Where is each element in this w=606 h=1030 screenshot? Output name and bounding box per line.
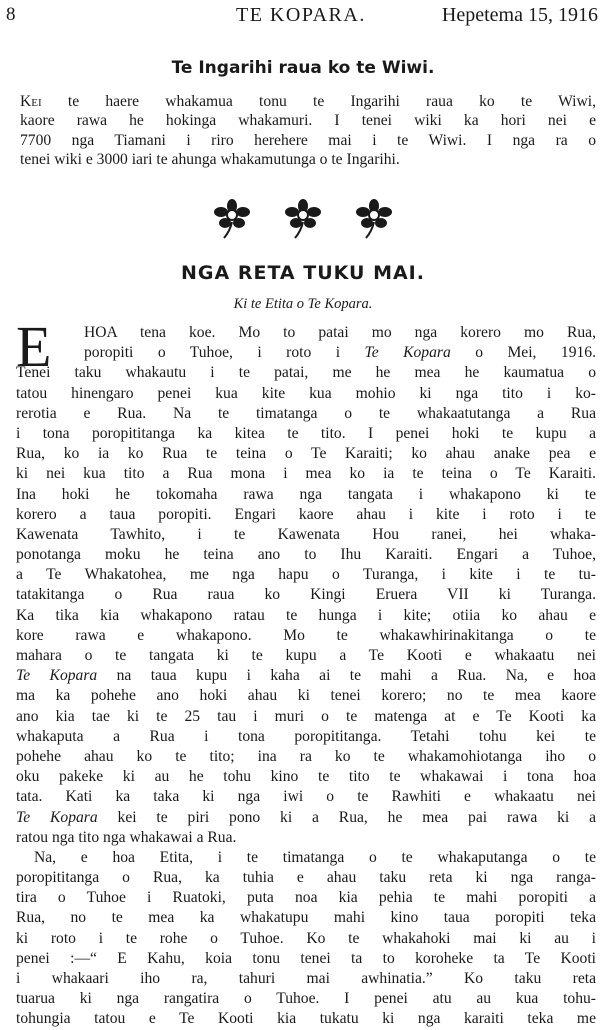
text-line: ki roto i te rohe o Tuhoe. Ko te whakahoki mai ki au i [16,929,596,947]
text-line: ki nei kua tito a Rua mona i mea ko ia te teina o Te Karaiti. [16,465,596,483]
running-head [6,4,598,38]
text-line: tuarua ki nga rangatira o Tuhoe. I penei atu au kua tohu- [16,990,596,1008]
ornament-row [0,198,606,242]
article-2-body [16,314,596,1030]
text-line: tatakitanga o Rua raua ko Kingi Eruera VII ki Turanga. [16,586,596,604]
text-line: Kei te haere whakamua tonu te Ingarihi raua ko te Wiwi, [20,93,596,110]
text-line: kore rawa e whakapono. Mo te whakawhirinakitanga o te [16,626,596,644]
drop-cap: E [16,314,52,379]
text-line: i whakaari iho ra, tahuri mai awhinatia.” Ko taku reta [16,970,596,987]
page-number: 8 [6,4,16,25]
article-subtitle: Ki te Etita o Te Kopara. [233,296,373,312]
text-line: HOA tena koe. Mo to patai mo nga korero mo Rua, [84,324,596,341]
text-line: penei :—“ E Kahu, koia tonu tenei ta to koroheke ta Te Kooti [16,949,596,967]
article-heading-2: NGA RETA TUKU MAI. [181,262,425,284]
text-line: poropiti o Tuhoe, i roto i Te Kopara o Mei, 1916. [84,344,596,362]
text-line: whakaputa a Rua i tona poropititanga. Tetahi tohu kei te [16,727,596,745]
text-line: tatou hinengaro penei kua kite kua mohio ki nga tito i ko- [16,384,596,402]
flower-ornament-icon [283,198,323,240]
text-line: ponotanga moku he teina ano to Ihu Karaiti. Engari a Tuhoe, [16,546,596,564]
lead-word: Kei [20,93,42,110]
text-line: Rua, no te mea ka whakatupu mahi kino taua poropiti teka [16,909,596,927]
text-line: ratou nga tito nga whakawai a Rua. [16,828,237,846]
text-line: tira o Tuhoe i Ruatoki, puta noa kia pehia te mahi poropiti a [16,889,596,907]
text-line: pohehe ahau ko te tito; ina ra ko te whakamohiotanga iho o [16,747,596,765]
article-1-body [20,92,596,170]
text-line: Tenei taku whakautu i te patai, me he mea he kaumatua o [16,364,596,382]
text-line: tata. Kati ka taka ki nga iwi o te Rawhiti e whakaatu nei [16,788,596,806]
flower-ornament-icon [354,198,394,240]
text-line: tenei wiki e 3000 iari te ahunga whakamutunga o te Ingarihi. [20,151,400,169]
text-line: a Te Whakatohea, me nga hapu o Turanga, i kite i te tu- [16,566,596,584]
article-heading-1: Te Ingarihi raua ko te Wiwi. [171,58,435,78]
text-line: Na, e hoa Etita, i te timatanga o te whakaputanga o te [34,848,596,866]
text-line: kaore rawa he hokinga whakamuri. I tenei wiki ka hori nei e [20,112,596,130]
publication-title: TE KOPARA. [236,4,366,26]
text-line: oku pakeke ki au he tohu kino te tito te whakawai i tona hoa [16,768,596,786]
text-line: 7700 nga Tiamani i riro herehere mai i te Wiwi. I nga ra o [20,131,596,149]
text-line: mahara o te tangata ki te kupu a Te Kooti e whakaatu nei [16,647,596,664]
text-line: Ka tika kia whakapono ratau te hunga i kite; otiia ko ahau e [16,606,596,624]
text-line: Te Kopara na taua kupu i kaha ai te mahi a Rua. Na, e hoa [16,667,596,685]
text-line: Kawenata Tawhito, i te Kawenata Hou ranei, hei whaka- [16,525,596,543]
text-line: rerotia e Rua. Na te timatanga o te whakaatutanga a Rua [16,404,596,422]
issue-date: Hepetema 15, 1916 [441,4,598,26]
text-line: ma ka pohehe ano hoki ahau ki tenei korero; no te mea kaore [16,687,596,705]
text-line: tohungia tatou e Te Kooti kia tukatu ki nga karaiti teka me [16,1010,596,1028]
flower-ornament-icon [212,198,252,240]
text-line: i tona poropititanga ka kitea te tito. I penei hoki te kupu a [16,424,596,442]
text-line: poropititanga o Rua, ka tuhia e ahau taku reta ki nga ranga- [16,869,596,887]
text-line: Ina hoki he tokomaha rawa nga tangata i whakapono ki te [16,485,596,503]
text-line: Te Kopara kei te piri pono ki a Rua, he mea pai rawa ki a [16,808,596,826]
text-line: korero a taua poropiti. Engari kaore ahau i kite i roto i te [16,505,596,523]
text-line: ano kia tae ki te 25 tau i muri o te matenga at e Te Kooti ka [16,707,596,725]
text-line: Rua, ko ia ko Rua te teina o Te Karaiti; ko ahau anake pea e [16,445,596,463]
